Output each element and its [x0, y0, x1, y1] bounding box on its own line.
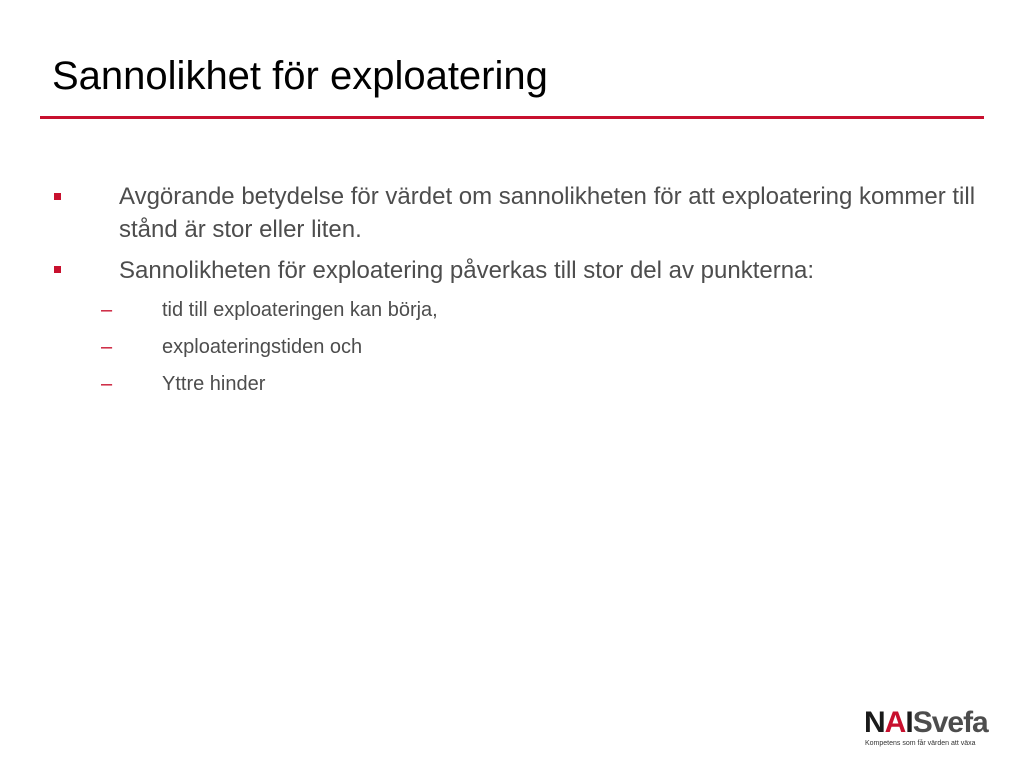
- title-divider: [40, 116, 984, 119]
- logo-letter-i: I: [905, 706, 913, 739]
- bullet-item-2: Sannolikheten för exploatering påverkas till stor del av punkterna:: [119, 257, 815, 284]
- nai-svefa-logo: [864, 708, 988, 752]
- logo-name: Svefa: [912, 706, 988, 739]
- dash-bullet-icon: –: [101, 373, 113, 395]
- slide-title: Sannolikhet för exploatering: [52, 54, 548, 98]
- sub-bullet-item-2: exploateringstiden och: [162, 336, 363, 358]
- dash-bullet-icon: –: [101, 336, 113, 358]
- logo-letter-n: N: [864, 706, 885, 739]
- bullet-item-1: Avgörande betydelse för värdet om sannolikheten för att exploatering kommer till stånd är stor eller liten.: [119, 183, 976, 243]
- square-bullet-icon: [54, 193, 61, 200]
- dash-bullet-icon: –: [101, 299, 113, 321]
- logo-wordmark: [864, 708, 988, 738]
- logo-letter-a: A: [884, 706, 906, 739]
- sub-bullet-item-3: Yttre hinder: [162, 373, 266, 395]
- sub-bullet-item-1: tid till exploateringen kan börja,: [162, 299, 438, 321]
- logo-tagline: Kompetens som får värden att växa: [865, 740, 976, 747]
- square-bullet-icon: [54, 266, 61, 273]
